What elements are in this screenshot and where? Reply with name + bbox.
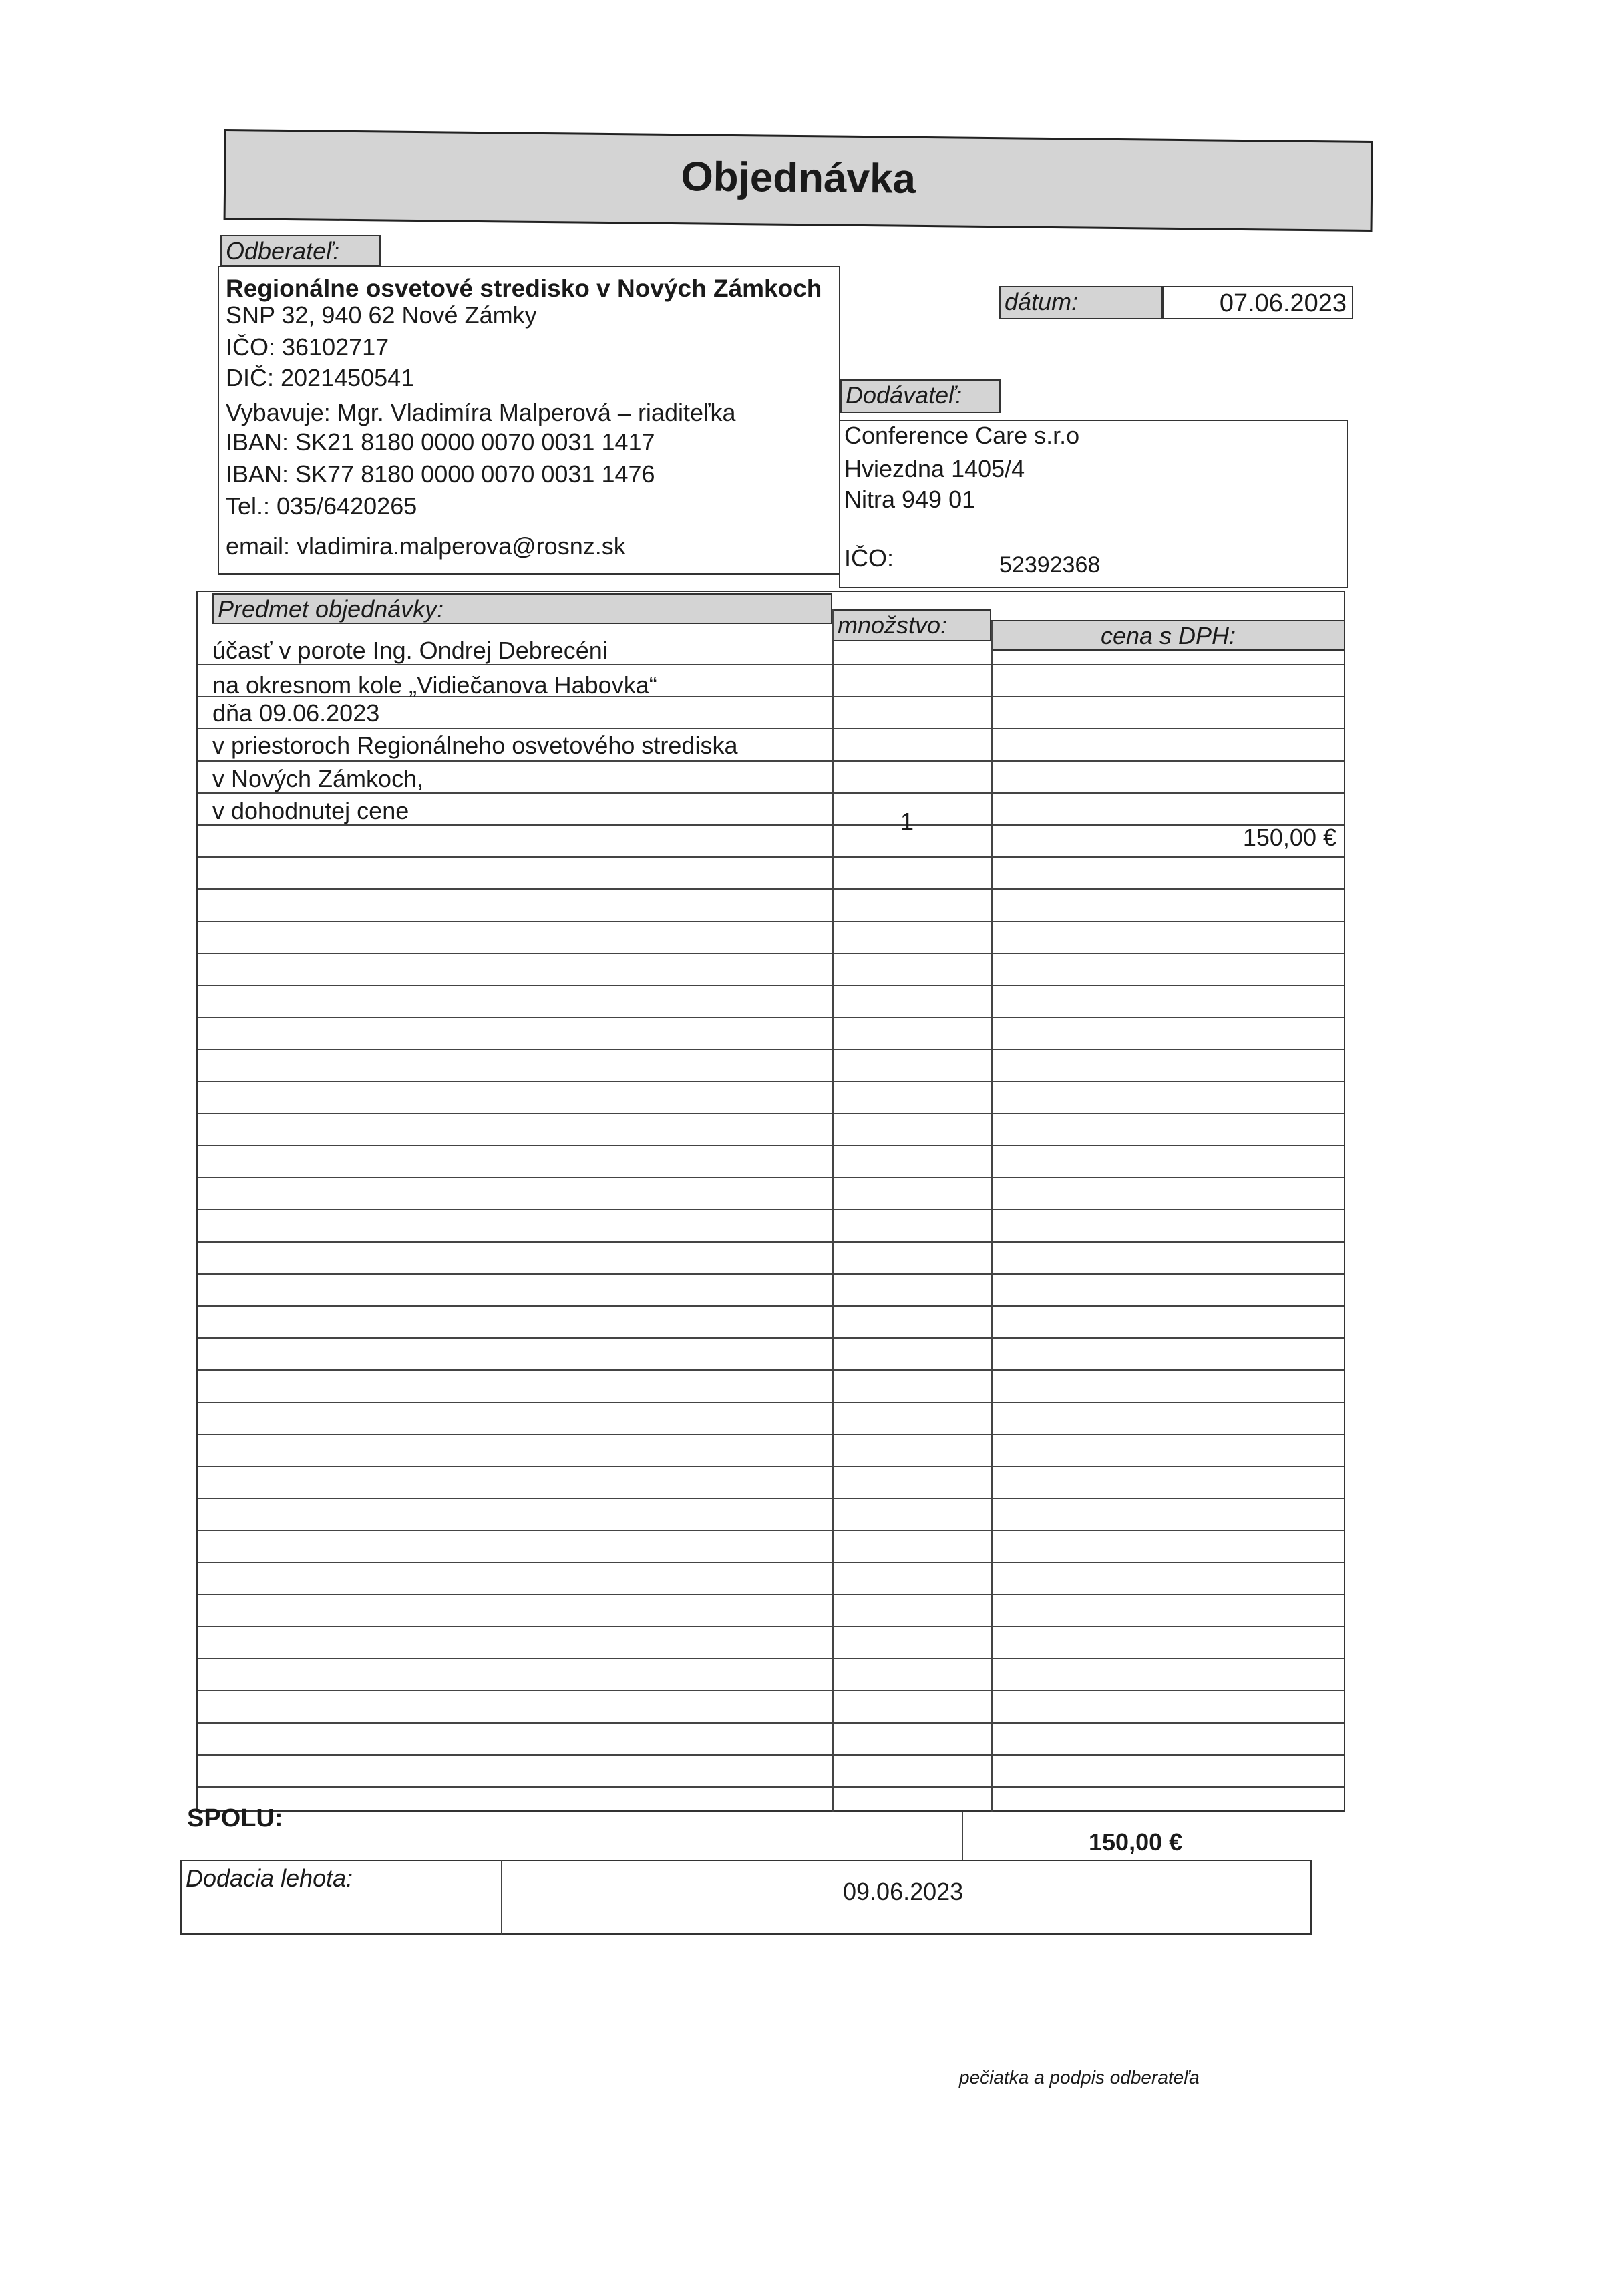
table-row-line bbox=[198, 1562, 1344, 1563]
item-description-line: v Nových Zámkoch, bbox=[212, 765, 424, 792]
quantity-column-divider bbox=[832, 609, 834, 1812]
date-label: dátum: bbox=[999, 286, 1162, 319]
buyer-dic: DIČ: 2021450541 bbox=[226, 364, 415, 391]
date-box bbox=[1162, 286, 1353, 319]
buyer-ico: IČO: 36102717 bbox=[226, 333, 389, 361]
table-row-line bbox=[198, 1434, 1344, 1435]
table-row-line bbox=[198, 1273, 1344, 1275]
table-row-line bbox=[198, 1241, 1344, 1243]
supplier-label: Dodávateľ: bbox=[840, 379, 1001, 413]
buyer-iban-1: IBAN: SK21 8180 0000 0070 0031 1417 bbox=[226, 428, 655, 456]
total-divider bbox=[962, 1812, 963, 1861]
buyer-box bbox=[218, 266, 840, 575]
item-description-line: účasť v porote Ing. Ondrej Debrecéni bbox=[212, 637, 608, 664]
table-row-line bbox=[198, 1626, 1344, 1627]
item-description-line: v priestoroch Regionálneho osvetového strediska bbox=[212, 731, 738, 759]
table-row-line bbox=[198, 1754, 1344, 1756]
table-row-line bbox=[198, 1049, 1344, 1050]
buyer-iban-2: IBAN: SK77 8180 0000 0070 0031 1476 bbox=[226, 460, 655, 488]
table-row-line bbox=[198, 856, 1344, 858]
buyer-tel: Tel.: 035/6420265 bbox=[226, 492, 417, 520]
table-row-line bbox=[198, 1145, 1344, 1146]
supplier-name: Conference Care s.r.o bbox=[844, 422, 1080, 449]
header-price: cena s DPH: bbox=[991, 620, 1345, 651]
buyer-address: SNP 32, 940 62 Nové Zámky bbox=[226, 301, 537, 329]
table-row-line bbox=[198, 728, 1344, 729]
table-row-line bbox=[198, 1113, 1344, 1114]
supplier-box bbox=[839, 420, 1348, 588]
table-row-line bbox=[198, 1177, 1344, 1178]
signature-caption: pečiatka a podpis odberateľa bbox=[959, 2067, 1200, 2088]
delivery-divider bbox=[501, 1860, 502, 1935]
buyer-handled-by: Vybavuje: Mgr. Vladimíra Malperová – riaditeľka bbox=[226, 399, 736, 426]
buyer-label: Odberateľ: bbox=[220, 235, 381, 266]
table-row-line bbox=[198, 1402, 1344, 1403]
item-description-line: dňa 09.06.2023 bbox=[212, 699, 380, 727]
table-row-line bbox=[198, 1594, 1344, 1595]
table-row-line bbox=[198, 1530, 1344, 1531]
table-row-line bbox=[198, 1209, 1344, 1210]
table-row-line bbox=[198, 760, 1344, 762]
table-row-line bbox=[198, 1466, 1344, 1467]
table-row-line bbox=[198, 1305, 1344, 1307]
item-quantity: 1 bbox=[900, 808, 914, 835]
delivery-value: 09.06.2023 bbox=[843, 1878, 964, 1905]
table-row-line bbox=[198, 1081, 1344, 1082]
item-price: 150,00 € bbox=[1242, 824, 1336, 851]
buyer-email: email: vladimira.malperova@rosnz.sk bbox=[226, 532, 626, 560]
table-row-line bbox=[198, 1498, 1344, 1499]
table-row-line bbox=[198, 953, 1344, 954]
total-value: 150,00 € bbox=[1089, 1828, 1183, 1856]
supplier-ico-label: IČO: bbox=[844, 544, 894, 572]
supplier-street: Hviezdna 1405/4 bbox=[844, 455, 1025, 482]
buyer-name: Regionálne osvetové stredisko v Nových Zámkoch bbox=[226, 275, 822, 302]
table-row-line bbox=[198, 921, 1344, 922]
date-value: 07.06.2023 bbox=[1219, 289, 1347, 317]
total-label: SPOLU: bbox=[187, 1804, 283, 1832]
price-column-divider bbox=[991, 621, 993, 1812]
title-bar bbox=[224, 129, 1373, 232]
supplier-city: Nitra 949 01 bbox=[844, 486, 976, 513]
page-title: Objednávka bbox=[681, 154, 916, 202]
delivery-box bbox=[180, 1860, 1312, 1935]
table-row-line bbox=[198, 1337, 1344, 1339]
header-quantity: množstvo: bbox=[832, 609, 991, 641]
table-row-line bbox=[198, 985, 1344, 986]
table-row-line bbox=[198, 1369, 1344, 1371]
table-row-line bbox=[198, 1722, 1344, 1724]
table-row-line bbox=[198, 888, 1344, 890]
item-description-line: na okresnom kole „Vidiečanova Habovka“ bbox=[212, 671, 657, 699]
delivery-label: Dodacia lehota: bbox=[186, 1864, 353, 1892]
table-row-line bbox=[198, 1690, 1344, 1691]
item-description-line: v dohodnutej cene bbox=[212, 797, 409, 824]
table-row-line bbox=[198, 1017, 1344, 1018]
header-subject: Predmet objednávky: bbox=[212, 593, 832, 624]
supplier-ico-value: 52392368 bbox=[999, 552, 1101, 578]
table-row-line bbox=[198, 1658, 1344, 1659]
table-row-line bbox=[198, 1786, 1344, 1788]
